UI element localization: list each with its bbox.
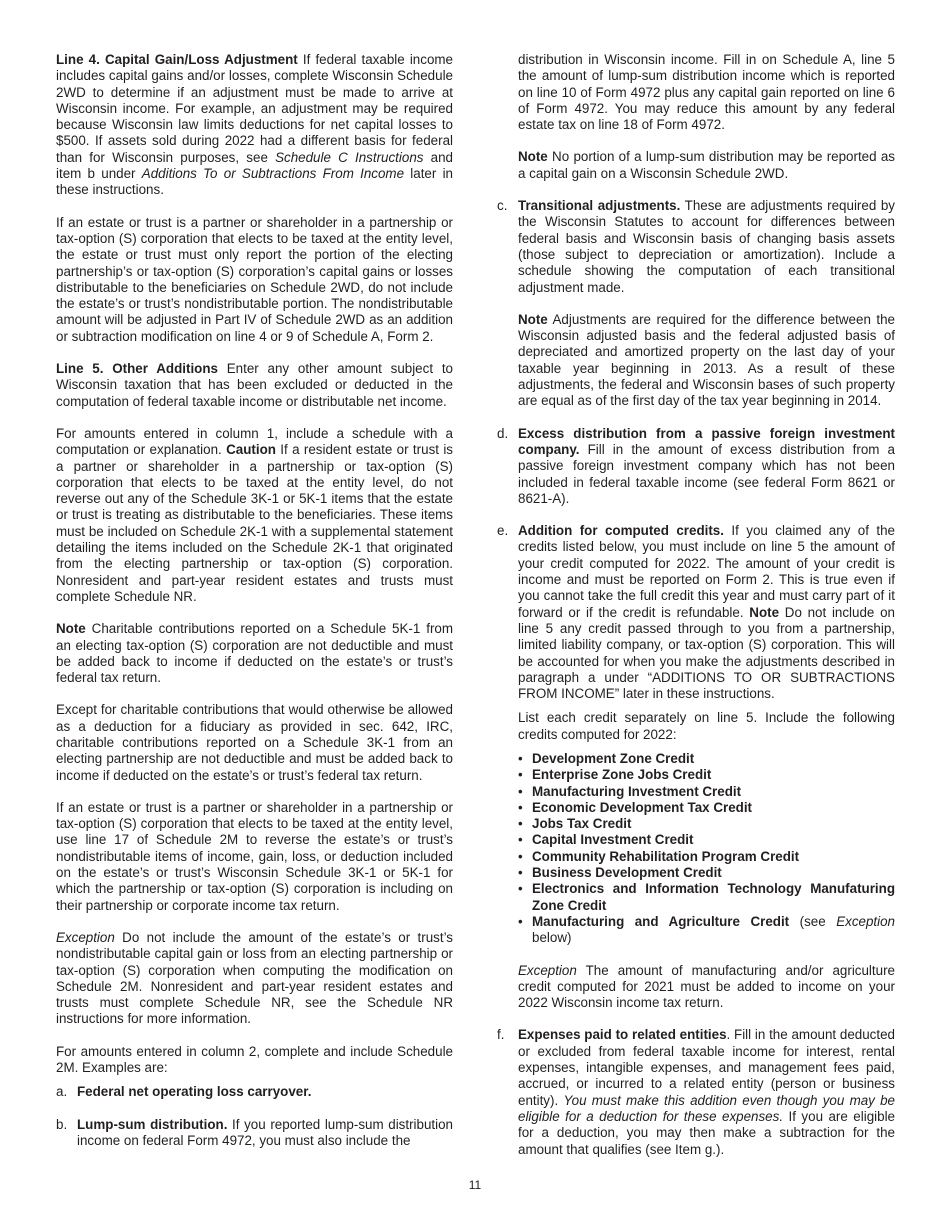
item-b-continued	[497, 52, 895, 182]
exception-paragraph: Exception Do not include the amount of the estate’s or trust’s nondistributable capital gain or loss from an electing partnership or tax-option (S) corporation when computing the modification on Schedule 2M. Nonresident and part-year resident estates and trusts must complete Schedule NR, see the Schedule NR instructions for more information.	[56, 929, 453, 1027]
credit-item: • Business Development Credit	[518, 865, 895, 881]
item-c-text: Transitional adjustments. These are adjustments required by the Wisconsin Statutes to account for differences between federal basis and Wisconsin basis of changing basis assets (those subject to depreciation or amortization). Include a schedule showing the computation of each transitional adjustment made.	[518, 198, 895, 295]
item-c	[497, 198, 895, 410]
exception-label: Exception	[56, 929, 115, 945]
line5-paragraph: Line 5. Other Additions Enter any other amount subject to Wisconsin taxation that has been excluded or deducted in the computation of federal taxable income or distributable net income.	[56, 361, 453, 409]
except-charitable-paragraph: Except for charitable contributions that would otherwise be allowed as a deduction for a fiduciary as provided in sec. 642, IRC, charitable contributions reported on a Schedule 3K-1 from an electing partnership are not deductible and must be added back to income if deducted on the estate’s or trust’s federal tax return.	[56, 702, 453, 783]
item-b-heading: Lump-sum distribution.	[77, 1116, 228, 1132]
note-label: Note	[56, 621, 86, 637]
item-b: b. Lump-sum distribution. If you reported lump-sum distribution income on federal Form 4972, you must also include the	[56, 1116, 453, 1148]
item-b-note: Note No portion of a lump-sum distribution may be reported as a capital gain on a Wisconsin Schedule 2WD.	[518, 149, 895, 181]
credit-item: • Jobs Tax Credit	[518, 816, 895, 832]
item-e-heading: Addition for computed credits.	[518, 523, 724, 539]
right-column	[497, 52, 895, 1174]
column2-paragraph: For amounts entered in column 2, complete and include Schedule 2M. Examples are:	[56, 1043, 453, 1076]
electing-partnership-paragraph: If an estate or trust is a partner or shareholder in a partnership or tax-option (S) corporation that elects to be taxed at the entity level, the estate or trust must only report the portion of the electing partnership’s or tax-option (S) corporation’s capital gains or losses distributable to the beneficiaries on Schedule 2WD, do not include the estate’s or trust’s nondistributable portion. The nondistributable amount will be adjusted in Part IV of Schedule 2WD as an addition or subtraction modification on line 4 or 9 of Schedule A, Form 2.	[56, 214, 453, 344]
page-number: 11	[468, 1178, 482, 1192]
exception-label: Exception	[518, 962, 577, 978]
caution-label: Caution	[226, 442, 276, 458]
item-d-heading: Excess distribution from a passive foreign investment company.	[518, 425, 895, 457]
credits-list-intro: List each credit separately on line 5. Include the following credits computed for 2022:	[518, 710, 895, 742]
item-marker: f.	[497, 1027, 505, 1043]
item-marker: c.	[497, 198, 508, 214]
credit-item: • Electronics and Information Technology Manufaturing Zone Credit	[518, 881, 895, 914]
note-charitable-paragraph: Note Charitable contributions reported on a Schedule 5K-1 from an electing tax-option (S) corporation are not deductible and must be added back to income if deducted on the estate’s or trust’s federal tax return.	[56, 621, 453, 686]
item-a	[56, 1084, 453, 1100]
credit-item: • Enterprise Zone Jobs Credit	[518, 767, 895, 783]
credit-item: • Economic Development Tax Credit	[518, 800, 895, 816]
line5-heading: Line 5. Other Additions	[56, 361, 218, 377]
credit-item: • Manufacturing Investment Credit	[518, 784, 895, 800]
item-marker: d.	[497, 425, 509, 441]
item-f: f. Expenses paid to related entities. Fill in the amount deducted or excluded from federal taxable income for interest, rental expenses, intangible expenses, and management fees paid, accrued, or incurred to a related entity (person or business entity). You must make this addition even though you may be eligible for a deduction for these expenses. If you are eligible for a deduction, you may then make a subtraction for the amount that qualifies (see Item g.).	[497, 1027, 895, 1157]
item-c-note: Note Adjustments are required for the difference between the Wisconsin adjusted basis and the federal adjusted basis of depreciated and amortized property on the last day of your taxable year beginning in 2013. As a result of these adjustments, the federal and Wisconsin bases of such property are equal as of the first day of the tax year beginning in 2014.	[518, 311, 895, 409]
note-label: Note	[518, 311, 548, 327]
schedule-2m-paragraph: If an estate or trust is a partner or shareholder in a partnership or tax-option (S) corporation that elects to be taxed at the entity level, use line 17 of Schedule 2M to reverse the estate’s or trust’s nondistributable items of income, gain, loss, or deduction included on the estate’s or trust’s Wisconsin Schedule 3K-1 or 5K-1 for which the partnership or tax-option (S) corporation is including on their partnership or corporate income tax return.	[56, 799, 453, 913]
item-c-heading: Transitional adjustments.	[518, 198, 681, 214]
credit-item: • Community Rehabilitation Program Credit	[518, 849, 895, 865]
credits-list	[518, 751, 895, 947]
credit-item: • Capital Investment Credit	[518, 832, 895, 848]
item-e-exception: Exception The amount of manufacturing and/or agriculture credit computed for 2021 must be added to income on your 2022 Wisconsin income tax return.	[518, 962, 895, 1011]
item-e-text: Addition for computed credits. If you claimed any of the credits listed below, you must include on line 5 the amount of your credit computed for 2022. The amount of your credit is income and must be reported on Form 2. This is true even if you cannot take the full credit this year and must carry part of it forward or if the credit is refundable. Note Do not include on line 5 any credit passed through to you from a partnership, limited liability company, or tax-option (S) corporation. This will be accounted for when you make the adjustments described in paragraph a under “ADDITIONS TO OR SUBTRACTIONS FROM INCOME” later in these instructions.	[518, 523, 895, 702]
note-label: Note	[518, 149, 548, 165]
left-column	[56, 52, 453, 1165]
credit-item: • Manufacturing and Agriculture Credit (see Exception below)	[518, 914, 895, 947]
item-marker: a.	[56, 1084, 68, 1100]
item-d: d. Excess distribution from a passive foreign investment company. Fill in the amount of excess distribution from a passive foreign investment company which has not been included in federal taxable income (see federal Form 8621 or 8621-A).	[497, 425, 895, 506]
item-marker: b.	[56, 1116, 68, 1132]
item-e	[497, 523, 895, 1011]
line4-paragraph: Line 4. Capital Gain/Loss Adjustment If federal taxable income includes capital gains and/or losses, complete Wisconsin Schedule 2WD to determine if an adjustment must be made to arrive at Wisconsin income. For example, an adjustment may be required because Wisconsin law limits deductions for net capital losses to $500. If assets sold during 2022 had a different basis for federal than for Wisconsin purposes, see Schedule C Instructions and item b under Additions To or Subtractions From Income later in these instructions.	[56, 52, 454, 198]
item-f-heading: Expenses paid to related entities	[518, 1027, 727, 1043]
credit-item: • Development Zone Credit	[518, 751, 895, 767]
column1-paragraph: For amounts entered in column 1, include a schedule with a computation or explanation. Caution If a resident estate or trust is a partner or shareholder in a partnership or tax-option (S) corporation that elects to be taxed at the entity level, do not reverse out any of the Schedule 3K-1 or 5K-1 items that the estate or trust is treating as distributable to the beneficiaries. These items must be included on Schedule 2K-1 with a supplemental statement detailing the items included on the Schedule 2K-1 that originated from the electing partnership or tax-option (S) corporation. Nonresident and part-year resident estates and trusts must complete Schedule NR.	[56, 425, 453, 604]
line4-heading: Line 4. Capital Gain/Loss Adjustment	[56, 52, 298, 67]
item-a-heading: Federal net operating loss carryover.	[77, 1084, 312, 1100]
item-b-continued-text: distribution in Wisconsin income. Fill in on Schedule A, line 5 the amount of lump-sum distribution income which is reported on line 10 of Form 4972 plus any capital gain reported on line 6 of Form 4972. You may reduce this amount by any federal estate tax on line 18 of Form 4972.	[518, 52, 895, 133]
item-marker: e.	[497, 523, 509, 539]
note-label: Note	[749, 604, 780, 620]
